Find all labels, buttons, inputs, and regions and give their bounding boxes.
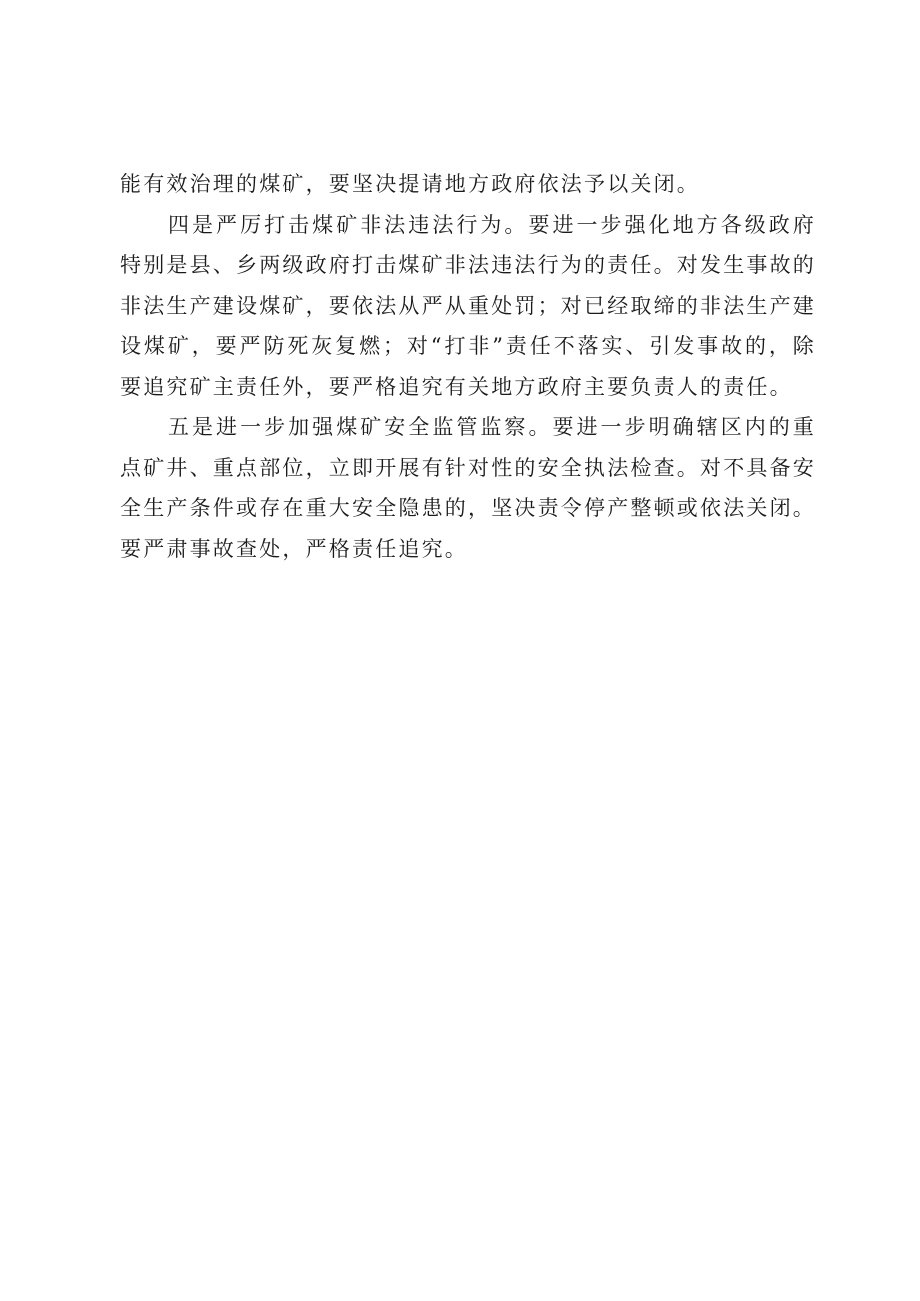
paragraph-fifth-point: 五是进一步加强煤矿安全监管监察。要进一步明确辖区内的重点矿井、重点部位，立即开展有针对性的安全执法检查。对不具备安全生产条件或存在重大安全隐患的，坚决责令停产整顿或依法关闭。要严肃事故查处，严格责任追究。 — [120, 415, 816, 561]
paragraph-continuation: 能有效治理的煤矿，要坚决提请地方政府依法予以关闭。 — [120, 172, 700, 196]
document-body — [120, 164, 816, 569]
paragraph-fourth-point: 四是严厉打击煤矿非法违法行为。要进一步强化地方各级政府特别是县、乡两级政府打击煤矿非法违法行为的责任。对发生事故的非法生产建设煤矿，要依法从严从重处罚；对已经取缔的非法生产建设煤矿，要严防死灰复燃；对“打非”责任不落实、引发事故的，除要追究矿主责任外，要严格追究有关地方政府主要负责人的责任。 — [120, 212, 816, 399]
